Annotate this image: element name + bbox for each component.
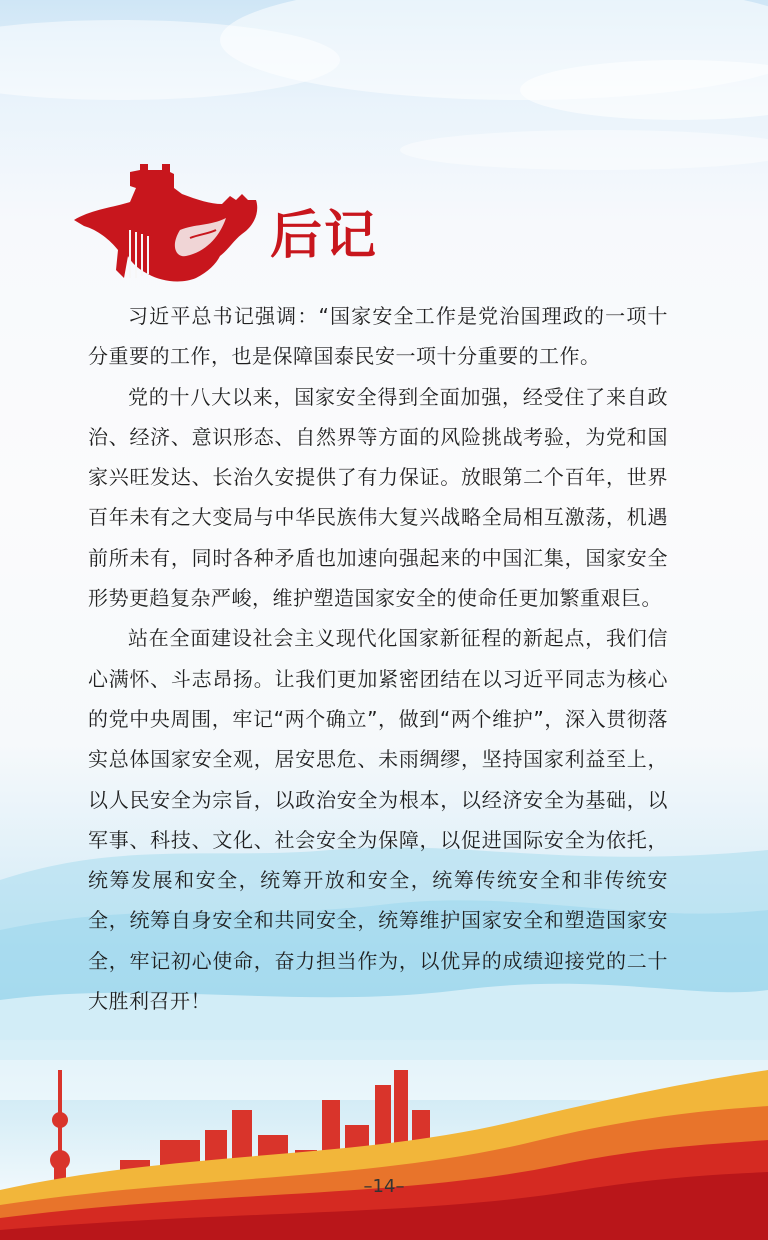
- paragraph-1: 习近平总书记强调：“国家安全工作是党治国理政的一项十分重要的工作，也是保障国泰民安一项十分重要的工作。: [88, 304, 668, 369]
- article-body: [88, 296, 668, 1021]
- paragraph-2: 党的十八大以来，国家安全得到全面加强，经受住了来自政治、经济、意识形态、自然界等方面的风险挑战考验，为党和国家兴旺发达、长治久安提供了有力保证。放眼第二个百年，世界百年未有之大变局与中华民族伟大复兴战略全局相互激荡，机遇前所未有，同时各种矛盾也加速向强起来的中国汇集，国家安全形势更趋复杂严峻，维护塑造国家安全的使命任更加繁重艰巨。: [88, 384, 668, 611]
- page-number: –14–: [363, 1176, 405, 1197]
- section-header: [70, 160, 410, 285]
- paragraph-3: 站在全面建设社会主义现代化国家新征程的新起点，我们信心满怀、斗志昂扬。让我们更加紧密团结在以习近平同志为核心的党中央周围，牢记“两个确立”，做到“两个维护”，深入贯彻落实总体国家安全观，居安思危、未雨绸缪，坚持国家利益至上，以人民安全为宗旨，以政治安全为根本，以经济安全为基础，以军事、科技、文化、社会安全为保障，以促进国际安全为依托，统筹发展和安全，统筹开放和安全，统筹传统安全和非传统安全，统筹自身安全和共同安全，统筹维护国家安全和塑造国家安全，牢记初心使命，奋力担当作为，以优异的成绩迎接党的二十大胜利召开！: [88, 626, 668, 1014]
- great-wall-icon: [70, 160, 270, 285]
- page-title: 后记: [270, 205, 379, 266]
- city-skyline-icon: [0, 1040, 768, 1240]
